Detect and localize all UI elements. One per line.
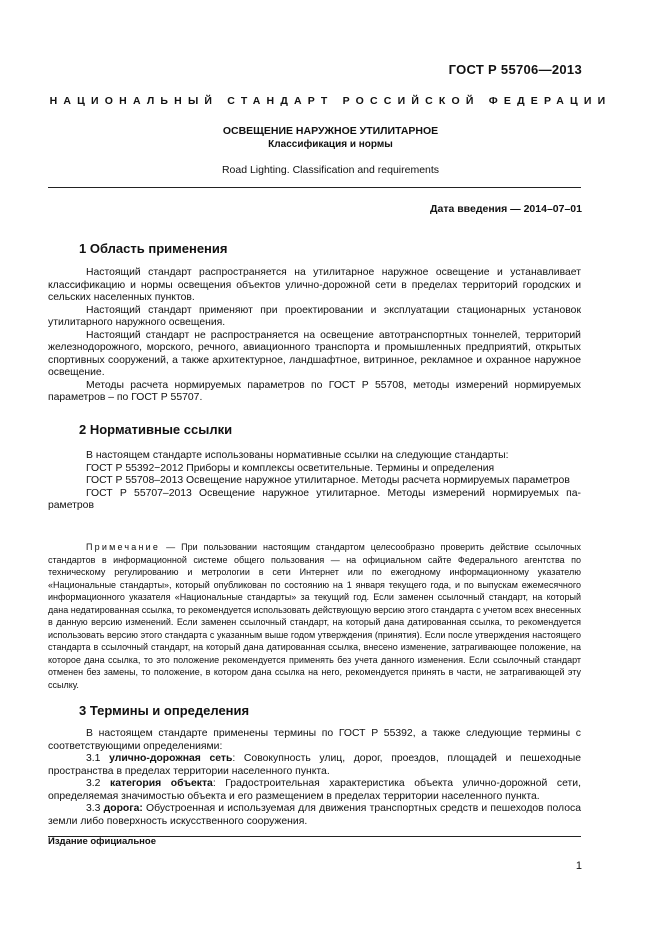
term-number: 3.1 xyxy=(86,753,110,764)
paragraph: Настоящий стандарт распространяется на утилитарное наружное освещение и устанавливает классификацию и нормы освещения объектов улично-дорожной сети в пределах территорий городских и сельских населенных пунктов. xyxy=(48,267,581,303)
section-2-title: 2 Нормативные ссылки xyxy=(79,422,233,437)
term-definition: : Градостроительная характеристика объекта улично-дорожной сети, определяемая значимостью объекта и его размещением в пределах территории населенного пункта. xyxy=(48,778,581,802)
term-entry xyxy=(48,803,581,828)
term-name: категория объекта xyxy=(110,778,213,789)
paragraph: В настоящем стандарте применены термины по ГОСТ Р 55392, а также следующие термины с соответствующими определениями: xyxy=(48,728,581,752)
term-entry xyxy=(48,778,581,803)
reference-item: ГОСТ Р 55392−2012 Приборы и комплексы осветительные. Термины и определения xyxy=(86,462,495,474)
official-edition-label: Издание официальное xyxy=(48,836,156,847)
section-3-title: 3 Термины и определения xyxy=(79,703,250,718)
document-title-block xyxy=(0,125,661,151)
english-title: Road Lighting. Classification and requirements xyxy=(221,164,440,176)
paragraph: Настоящий стандарт применяют при проектировании и эксплуатации стационарных установок утилитарного наружного освещения. xyxy=(48,304,581,328)
note-lead: Примечание xyxy=(86,542,161,552)
document-subtitle: Классификация и нормы xyxy=(268,139,393,150)
term-number: 3.3 xyxy=(86,803,104,814)
term-definition: Обустроенная и используемая для движения транспортных средств и пешеходов полоса земли либо поверхность искусственного сооружения. xyxy=(48,803,581,827)
section-2-body xyxy=(48,450,581,513)
term-name: улично-дорожная сеть xyxy=(109,753,233,764)
section-3-body xyxy=(48,728,581,828)
section-2-note xyxy=(48,541,581,691)
term-entry xyxy=(48,753,581,778)
term-definition: : Совокупность улиц, дорог, проездов, площадей и пешеходные пространства в пределах территории населенного пункта. xyxy=(48,753,581,777)
page-number: 1 xyxy=(575,860,582,872)
note-text: — При пользовании настоящим стандартом целесообразно проверить действие ссылочных стандартов в информационной системе общего пользования — на официальном сайте Федерального агентства по техническому регулированию и метрологии в сети Интернет или по ежегодному информационному указателю «Национальные стандарты», который опубликован по состоянию на 1 января текущего года, и по выпускам ежемесячного информационного указателя «Национальные стандарты» за текущий год. Если заменен ссылочный стандарт, на который дана недатированная ссылка, то рекомендуется использовать действующую версию этого стандарта с учетом всех внесенных в данную версию изменений. Если заменен ссылочный стандарт, на который дана датированная ссылка, то рекомендуется использовать версию этого стандарта с указанным выше годом утверждения (принятия). Если после утверждения настоящего стандарта в ссылочный стандарт, на который дана датированная ссылка, внесено изменение, затрагивающее положение, на которое дана ссылка, то это положение рекомендуется применять без учета данного изменения. Если ссылочный стандарт отменен без замены, то положение, в котором дана ссылка на него, рекомендуется принять в части, не затрагивающей эту ссылку. xyxy=(48,542,581,690)
paragraph: В настоящем стандарте использованы нормативные ссылки на следующие стандарты: xyxy=(86,450,509,461)
title-divider xyxy=(48,187,581,188)
reference-item: ГОСТ Р 55708–2013 Освещение наружное утилитарное. Методы расчета нормируемых параметров xyxy=(86,475,570,486)
national-standard-heading: НАЦИОНАЛЬНЫЙ СТАНДАРТ РОССИЙСКОЙ ФЕДЕРАЦИИ xyxy=(49,95,612,107)
introduction-date: Дата введения — 2014–07–01 xyxy=(430,203,582,215)
section-1-title: 1 Область применения xyxy=(79,241,228,256)
document-title: ОСВЕЩЕНИЕ НАРУЖНОЕ УТИЛИТАРНОЕ xyxy=(222,125,439,137)
paragraph: Настоящий стандарт не распространяется на освещение автотранспортных тоннелей, территорий железнодорожного, морского, речного, авиационного транспорта и промышленных предприятий, открытых спортивных сооружений, а также архитектурное, ландшафтное, витринное, рекламное и охранное наружное освещение. xyxy=(48,329,581,378)
term-number: 3.2 xyxy=(86,778,111,789)
note-paragraph xyxy=(48,541,581,691)
reference-item: ГОСТ Р 55707–2013 Освещение наружное утилитарное. Методы измерений нормируемых параметров xyxy=(48,487,581,511)
paragraph: Методы расчета нормируемых параметров по ГОСТ Р 55708, методы измерений нормируемых параметров – по ГОСТ Р 55707. xyxy=(48,379,581,403)
term-name: дорога: xyxy=(103,803,143,814)
standard-number: ГОСТ Р 55706—2013 xyxy=(448,62,582,77)
section-1-body xyxy=(48,267,581,405)
